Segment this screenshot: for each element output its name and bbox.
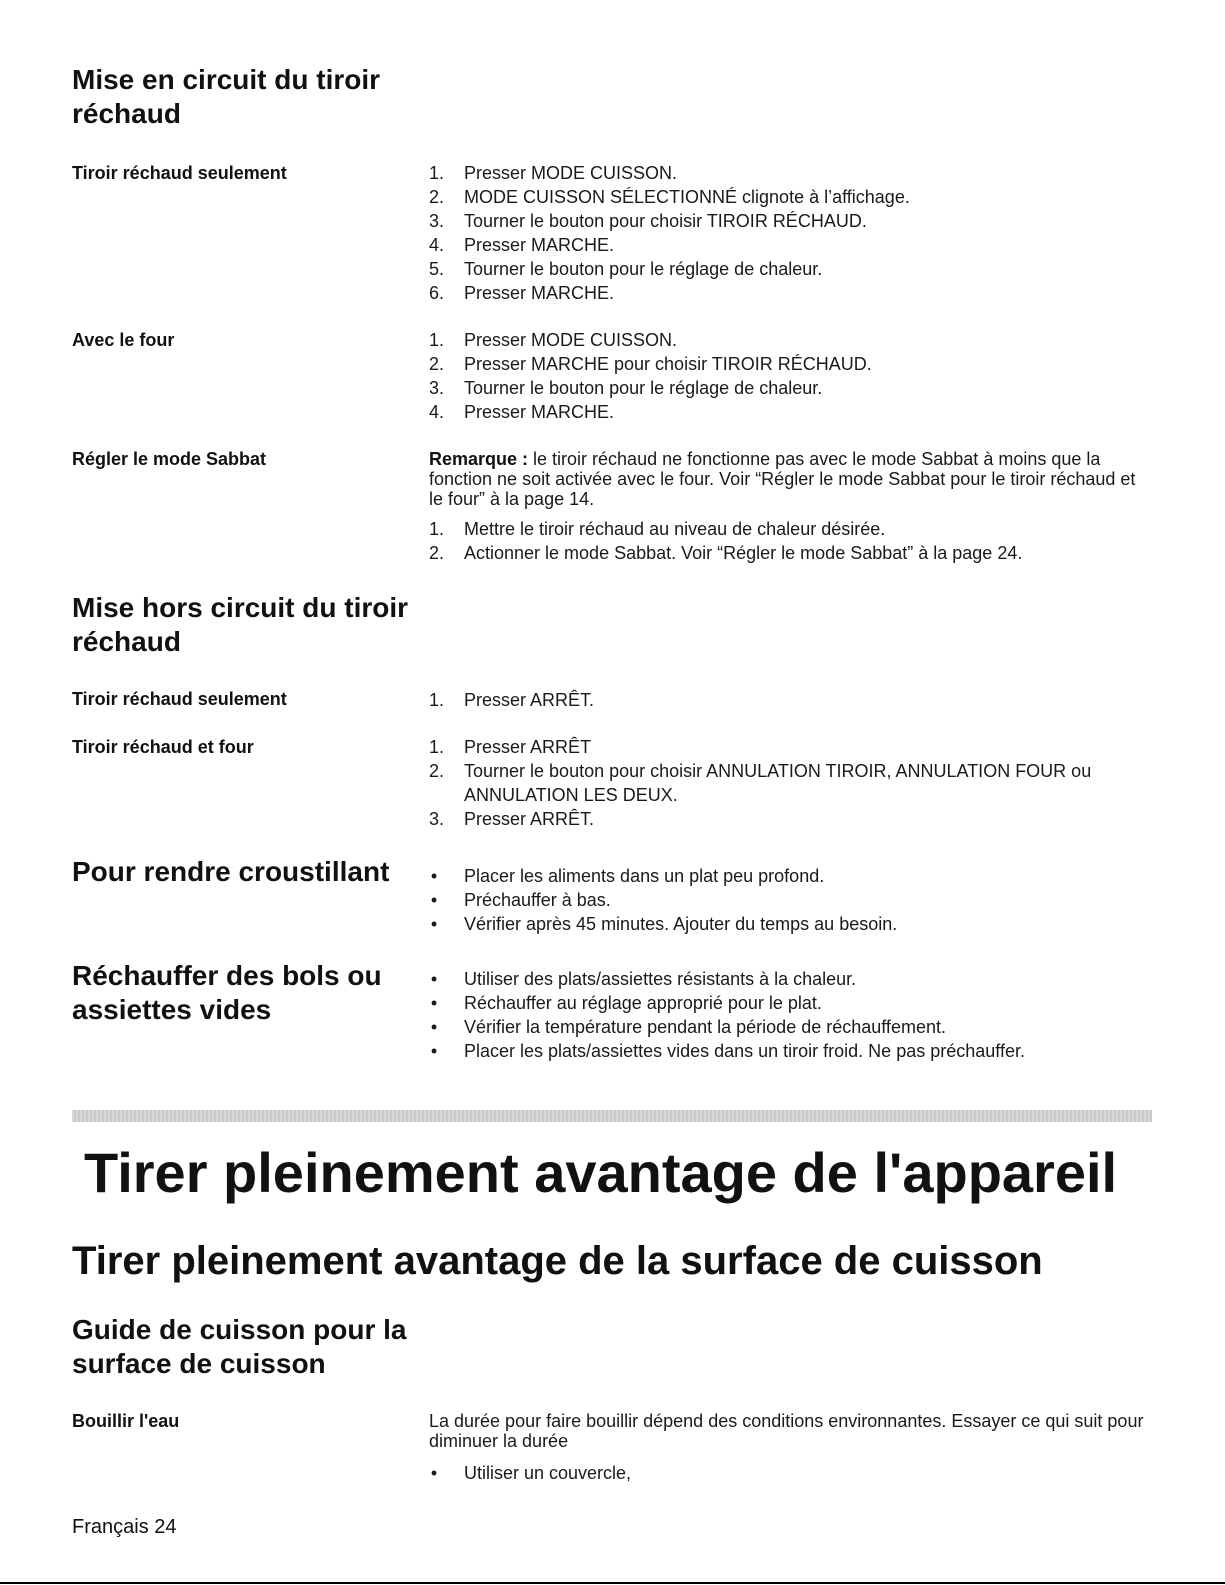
bullets-croustillant bbox=[429, 864, 1149, 936]
steps-sabbat bbox=[429, 517, 1149, 565]
list-item: 2. Presser MARCHE pour choisir TIROIR RÉCHAUD. bbox=[429, 354, 872, 374]
bottom-rule bbox=[0, 1582, 1225, 1584]
subheading-regler-mode-sabbat: Régler le mode Sabbat bbox=[72, 449, 267, 469]
list-item: 5. Tourner le bouton pour le réglage de chaleur. bbox=[429, 259, 823, 279]
list-item: • Placer les aliments dans un plat peu profond. bbox=[430, 866, 825, 886]
bullet-icon: • bbox=[430, 969, 438, 989]
list-item: • Placer les plats/assiettes vides dans un tiroir froid. Ne pas préchauffer. bbox=[430, 1041, 1025, 1061]
list-item: 1. Presser ARRÊT. bbox=[429, 690, 595, 710]
list-item: • Vérifier la température pendant la période de réchauffement. bbox=[430, 1017, 946, 1037]
subheading-avec-le-four: Avec le four bbox=[72, 330, 175, 350]
bullet-icon: • bbox=[430, 993, 438, 1013]
chapter-title: Tirer pleinement avantage de l'appareil bbox=[84, 1141, 1118, 1204]
subheading-tiroir-et-four: Tiroir réchaud et four bbox=[72, 737, 254, 757]
bullet-icon: • bbox=[430, 866, 438, 886]
list-item: • Utiliser un couvercle, bbox=[430, 1463, 632, 1483]
sabbat-note bbox=[429, 449, 1151, 509]
note-text: le tiroir réchaud ne fonctionne pas avec le mode Sabbat à moins que la fonction ne soit activée avec le four. Voir “Régler le mode Sabbat pour le tiroir réchaud et le four” à la page 14. bbox=[429, 449, 1136, 509]
list-item: 3. Presser ARRÊT. bbox=[429, 809, 595, 829]
chapter-subtitle: Tirer pleinement avantage de la surface de cuisson bbox=[72, 1239, 1043, 1283]
note-label: Remarque : bbox=[429, 449, 529, 469]
list-item: • Réchauffer au réglage approprié pour le plat. bbox=[430, 993, 822, 1013]
list-item: • Préchauffer à bas. bbox=[430, 890, 611, 910]
subheading-tiroir-seulement-off: Tiroir réchaud seulement bbox=[72, 689, 287, 709]
section-divider bbox=[72, 1110, 1152, 1122]
list-item: 2. Actionner le mode Sabbat. Voir “Régler le mode Sabbat” à la page 24. bbox=[429, 543, 1023, 563]
section-title-croustillant: Pour rendre croustillant bbox=[72, 856, 390, 887]
steps-tiroir-seulement-off bbox=[429, 688, 1149, 712]
section-title-mise-hors-circuit: Mise hors circuit du tiroir réchaud bbox=[72, 592, 409, 657]
list-item: 1. Presser MODE CUISSON. bbox=[429, 330, 678, 350]
section-title-guide-cuisson: Guide de cuisson pour la surface de cuisson bbox=[72, 1314, 407, 1379]
steps-tiroir-seulement bbox=[429, 161, 1149, 305]
list-item: 1. Presser ARRÊT bbox=[429, 737, 592, 757]
list-item: 3. Tourner le bouton pour le réglage de chaleur. bbox=[429, 378, 823, 398]
bullets-rechauffer bbox=[429, 967, 1149, 1063]
bullet-icon: • bbox=[430, 1017, 438, 1037]
steps-avec-le-four bbox=[429, 328, 1149, 424]
bullet-icon: • bbox=[430, 1041, 438, 1061]
list-item: 4. Presser MARCHE. bbox=[429, 235, 615, 255]
bullet-icon: • bbox=[430, 914, 438, 934]
list-item: 6. Presser MARCHE. bbox=[429, 283, 615, 303]
list-item: 1. Presser MODE CUISSON. bbox=[429, 163, 678, 183]
section-title-mise-en-circuit: Mise en circuit du tiroir réchaud bbox=[72, 64, 381, 129]
section-title-rechauffer: Réchauffer des bols ou assiettes vides bbox=[72, 960, 382, 1025]
list-item: 3. Tourner le bouton pour choisir TIROIR RÉCHAUD. bbox=[429, 211, 867, 231]
list-item: • Vérifier après 45 minutes. Ajouter du temps au besoin. bbox=[430, 914, 898, 934]
list-item: 2. MODE CUISSON SÉLECTIONNÉ clignote à l’affichage. bbox=[429, 187, 910, 207]
list-item: 4. Presser MARCHE. bbox=[429, 402, 615, 422]
steps-tiroir-et-four bbox=[429, 735, 1149, 831]
bullet-icon: • bbox=[430, 890, 438, 910]
list-item: • Utiliser des plats/assiettes résistants à la chaleur. bbox=[430, 969, 857, 989]
bullet-icon: • bbox=[430, 1463, 438, 1483]
bouillir-text: La durée pour faire bouillir dépend des conditions environnantes. Essayer ce qui suit pour diminuer la durée bbox=[429, 1411, 1144, 1451]
list-item: 2. Tourner le bouton pour choisir ANNULATION TIROIR, ANNULATION FOUR ou ANNULATION LES DEUX. bbox=[429, 761, 1092, 805]
list-item: 1. Mettre le tiroir réchaud au niveau de chaleur désirée. bbox=[429, 519, 886, 539]
subheading-tiroir-seulement: Tiroir réchaud seulement bbox=[72, 163, 287, 183]
page-footer: Français 24 bbox=[72, 1516, 177, 1538]
subheading-bouillir-eau: Bouillir l'eau bbox=[72, 1411, 180, 1431]
bullets-bouillir bbox=[429, 1461, 1149, 1485]
